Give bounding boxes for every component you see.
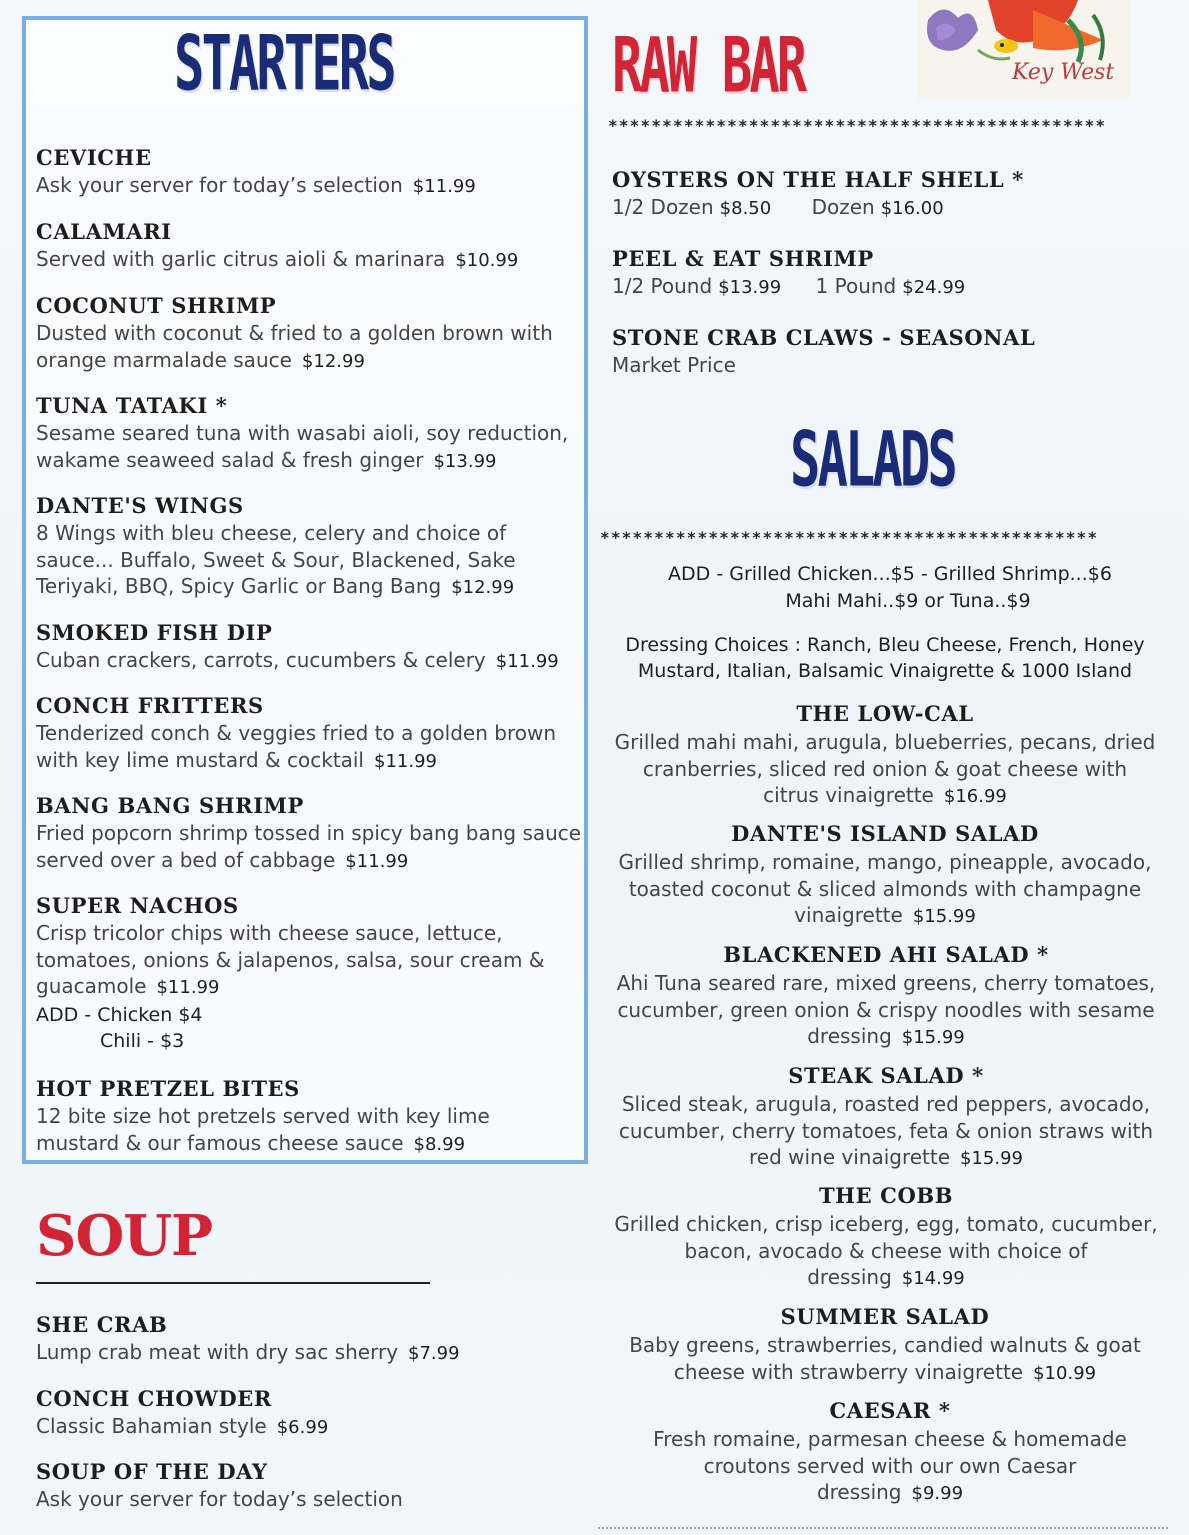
add-ons-line: Mahi Mahi..$9 or Tuna..$9 [785, 590, 1031, 612]
salads-heading: SALADS [790, 415, 955, 505]
menu-item [612, 245, 1172, 302]
item-price: $15.99 [960, 1148, 1024, 1169]
star-divider: ********************************************** [600, 528, 1099, 547]
item-name: STONE CRAB CLAWS - SEASONAL [612, 325, 1036, 350]
item-name: TUNA TATAKI * [36, 393, 228, 418]
item-price: $15.99 [912, 906, 976, 927]
item-name: SUMMER SALAD [780, 1304, 990, 1329]
item-price: $8.99 [413, 1133, 466, 1155]
item-desc: Ahi Tuna seared rare, mixed greens, cherry tomatoes, cucumber, green onion & crispy noodles with sesame dressing [616, 971, 1156, 1048]
item-price: $7.99 [408, 1343, 460, 1364]
item-desc: Market Price [612, 353, 736, 377]
item-name: CALAMARI [36, 219, 172, 244]
menu-item [36, 492, 526, 602]
item-name: CONCH FRITTERS [36, 693, 264, 718]
menu-item [36, 692, 566, 775]
soup-heading: SOUP [36, 1203, 213, 1269]
item-desc: Tenderized conch & veggies fried to a golden brown with key lime mustard & cocktail [36, 721, 556, 772]
item-price: $11.99 [156, 977, 220, 998]
add-on-line: Chili - $3 [100, 1030, 185, 1052]
item-desc: Grilled chicken, crisp iceberg, egg, tomato, cucumber, bacon, avocado & cheese with choice of dressing [614, 1212, 1158, 1289]
item-name: THE LOW-CAL [796, 701, 974, 726]
salad-add-ons [610, 561, 1170, 615]
option-label: 1/2 Pound [612, 274, 713, 298]
item-desc: Grilled mahi mahi, arugula, blueberries, pecans, dried cranberries, sliced red onion & goat cheese with citrus vinaigrette [614, 730, 1156, 807]
menu-item [36, 144, 576, 201]
bottom-divider [598, 1527, 1168, 1529]
menu-item [612, 820, 1158, 931]
option-label: 1 Pound [815, 274, 897, 298]
item-name: CAESAR * [829, 1398, 951, 1423]
item-price: $16.99 [943, 786, 1007, 807]
item-price: $12.99 [451, 577, 515, 598]
item-desc: Served with garlic citrus aioli & marinara [36, 247, 446, 271]
item-name: STEAK SALAD * [788, 1063, 984, 1088]
menu-item [606, 1182, 1166, 1293]
item-desc: Baby greens, strawberries, candied walnuts & goat cheese with strawberry vinaigrette [629, 1333, 1141, 1384]
item-name: OYSTERS ON THE HALF SHELL * [612, 167, 1024, 192]
item-price: $6.99 [276, 1417, 329, 1438]
dressing-choices [600, 632, 1170, 684]
item-desc: Ask your server for today’s selection [36, 1487, 403, 1511]
item-desc: Grilled shrimp, romaine, mango, pineapple, avocado, toasted coconut & sliced almonds with champagne vinaigrette [618, 850, 1152, 927]
item-price: $11.99 [374, 750, 437, 772]
add-on-line: ADD - Chicken $4 [36, 1003, 203, 1026]
item-name: BANG BANG SHRIMP [36, 793, 304, 818]
item-price: $9.99 [911, 1483, 964, 1504]
item-desc: Lump crab meat with dry sac sherry [36, 1340, 399, 1364]
item-price: $12.99 [301, 350, 365, 372]
item-price: $15.99 [901, 1027, 965, 1048]
item-desc: Sesame seared tuna with wasabi aioli, soy reduction, wakame seaweed salad & fresh ginger [36, 421, 569, 472]
item-name: CONCH CHOWDER [36, 1386, 272, 1411]
menu-item [36, 1075, 576, 1158]
menu-item [612, 700, 1158, 811]
item-desc: Ask your server for today’s selection [36, 173, 403, 197]
item-price: $14.99 [901, 1268, 965, 1289]
raw-bar-heading: RAW BAR [612, 21, 805, 111]
item-desc: Classic Bahamian style [36, 1414, 267, 1438]
item-name: HOT PRETZEL BITES [36, 1076, 300, 1101]
menu-item [36, 1385, 591, 1442]
star-divider: ********************************************** [608, 116, 1107, 135]
item-name: DANTE'S ISLAND SALAD [731, 821, 1039, 846]
item-name: SUPER NACHOS [36, 893, 239, 918]
item-price: $13.99 [718, 277, 782, 298]
menu-item [36, 392, 576, 475]
menu-item [36, 292, 566, 375]
item-name: COCONUT SHRIMP [36, 293, 277, 318]
item-name: BLACKENED AHI SALAD * [723, 942, 1049, 967]
logo-text: Key West [1012, 60, 1115, 85]
item-desc: 12 bite size hot pretzels served with key lime mustard & our famous cheese sauce [36, 1104, 490, 1155]
menu-item [612, 324, 1172, 379]
menu-item [36, 218, 576, 275]
menu-item [606, 1062, 1166, 1173]
item-desc: Dusted with coconut & fried to a golden brown with orange marmalade sauce [36, 321, 553, 372]
item-price: $8.50 [719, 198, 772, 219]
item-price: $16.00 [880, 198, 944, 219]
menu-item [36, 792, 588, 875]
dressing-line: Mustard, Italian, Balsamic Vinaigrette & 1000 Island [637, 660, 1133, 682]
menu-item [612, 166, 1172, 223]
item-desc: Cuban crackers, carrots, cucumbers & celery [36, 648, 486, 672]
item-name: PEEL & EAT SHRIMP [612, 246, 874, 271]
item-name: THE COBB [818, 1183, 954, 1208]
menu-item [36, 1311, 591, 1368]
item-name: CEVICHE [36, 145, 152, 170]
item-desc: Fried popcorn shrimp tossed in spicy bang bang sauce served over a bed of cabbage [36, 821, 582, 872]
menu-item [630, 1397, 1150, 1508]
item-desc: Fresh romaine, parmesan cheese & homemade croutons served with our own Caesar dressing [653, 1427, 1127, 1504]
item-price: $11.99 [495, 651, 559, 672]
item-price: $10.99 [455, 250, 519, 271]
tropical-fish-icon [918, 0, 1130, 100]
item-name: SOUP OF THE DAY [36, 1459, 268, 1484]
menu-item [36, 1458, 591, 1513]
add-ons-line: ADD - Grilled Chicken...$5 - Grilled Shrimp...$6 [668, 563, 1112, 585]
item-price: $11.99 [345, 850, 409, 872]
item-name: SMOKED FISH DIP [36, 620, 273, 645]
option-label: Dozen [811, 195, 875, 219]
item-price: $24.99 [902, 277, 966, 298]
item-name: SHE CRAB [36, 1312, 168, 1337]
item-price: $10.99 [1033, 1362, 1097, 1384]
menu-item [36, 619, 576, 676]
starters-heading: STARTERS [174, 19, 394, 109]
item-price: $11.99 [412, 176, 476, 197]
soup-divider [36, 1282, 430, 1284]
item-desc: 8 Wings with bleu cheese, celery and choice of sauce... Buffalo, Sweet & Sour, Blackened, Sake Teriyaki, BBQ, Spicy Garlic or Bang Bang [36, 521, 516, 598]
menu-item [36, 892, 556, 1055]
dressing-line: Dressing Choices : Ranch, Bleu Cheese, French, Honey [625, 634, 1145, 656]
item-desc: Sliced steak, arugula, roasted red peppers, avocado, cucumber, cherry tomatoes, feta & onion straws with red wine vinaigrette [618, 1092, 1154, 1169]
option-label: 1/2 Dozen [612, 195, 714, 219]
item-price: $13.99 [433, 450, 497, 472]
item-name: DANTE'S WINGS [36, 493, 244, 518]
menu-item [620, 1303, 1150, 1387]
item-desc: Crisp tricolor chips with cheese sauce, lettuce, tomatoes, onions & jalapenos, salsa, sour cream & guacamole [36, 921, 545, 998]
menu-item [606, 941, 1166, 1052]
